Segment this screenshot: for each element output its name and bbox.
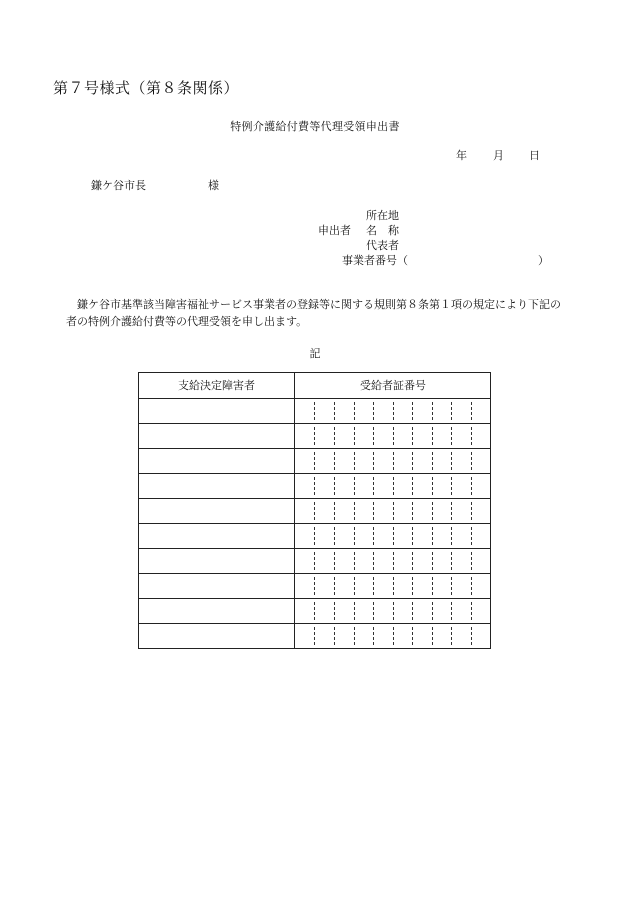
digit-divider [354, 402, 355, 420]
certificate-number-cell[interactable] [295, 599, 490, 623]
digit-divider [373, 552, 374, 570]
digit-divider [334, 477, 335, 495]
digit-divider [471, 452, 472, 470]
digit-divider [393, 477, 394, 495]
digit-divider [412, 477, 413, 495]
digit-divider [432, 402, 433, 420]
digit-divider [451, 477, 452, 495]
digit-divider [393, 502, 394, 520]
recipient-cell[interactable] [139, 599, 295, 623]
digit-divider [471, 427, 472, 445]
recipient-table [138, 372, 491, 649]
digit-divider [334, 402, 335, 420]
certificate-number-cell[interactable] [295, 524, 490, 548]
addressee-honorific: 様 [208, 179, 219, 192]
digit-divider [393, 552, 394, 570]
table-row [139, 498, 490, 523]
digit-divider [354, 477, 355, 495]
digit-divider [393, 627, 394, 645]
certificate-number-cell[interactable] [295, 549, 490, 573]
digit-divider [471, 627, 472, 645]
digit-divider [412, 427, 413, 445]
digit-divider [373, 452, 374, 470]
date-year-label: 年 [456, 149, 467, 162]
digit-divider [314, 552, 315, 570]
digit-divider [393, 527, 394, 545]
digit-divider [334, 527, 335, 545]
recipient-cell[interactable] [139, 449, 295, 473]
table-row [139, 548, 490, 573]
digit-divider [451, 452, 452, 470]
certificate-number-cell[interactable] [295, 474, 490, 498]
digit-divider [373, 502, 374, 520]
applicant-label: 申出者 [318, 224, 351, 237]
digit-divider [314, 527, 315, 545]
certificate-number-cell[interactable] [295, 624, 490, 648]
digit-divider [451, 427, 452, 445]
digit-divider [471, 577, 472, 595]
table-row [139, 398, 490, 423]
ki-label: 記 [309, 347, 321, 360]
digit-divider [354, 577, 355, 595]
digit-divider [412, 552, 413, 570]
digit-divider [432, 552, 433, 570]
digit-divider [354, 452, 355, 470]
digit-divider [471, 527, 472, 545]
recipient-cell[interactable] [139, 624, 295, 648]
digit-divider [412, 452, 413, 470]
digit-divider [334, 552, 335, 570]
digit-divider [432, 602, 433, 620]
recipient-cell[interactable] [139, 474, 295, 498]
name-field-label: 名 称 [366, 224, 399, 237]
digit-divider [393, 602, 394, 620]
digit-divider [393, 577, 394, 595]
digit-divider [314, 577, 315, 595]
digit-divider [471, 502, 472, 520]
digit-divider [451, 602, 452, 620]
header-certificate-number: 受給者証番号 [360, 379, 426, 392]
business-number-close-paren: ） [538, 254, 549, 267]
digit-divider [451, 577, 452, 595]
digit-divider [412, 627, 413, 645]
digit-divider [354, 502, 355, 520]
digit-divider [451, 402, 452, 420]
digit-divider [334, 577, 335, 595]
digit-divider [393, 427, 394, 445]
digit-divider [314, 502, 315, 520]
table-row [139, 423, 490, 448]
table-row [139, 598, 490, 623]
recipient-cell[interactable] [139, 399, 295, 423]
table-row [139, 473, 490, 498]
document-title: 特例介護給付費等代理受領申出書 [230, 120, 400, 133]
digit-divider [314, 402, 315, 420]
recipient-cell[interactable] [139, 424, 295, 448]
digit-divider [354, 552, 355, 570]
digit-divider [334, 427, 335, 445]
recipient-cell[interactable] [139, 549, 295, 573]
date-day-label: 日 [529, 149, 540, 162]
table-row [139, 523, 490, 548]
representative-field-label: 代表者 [366, 239, 399, 252]
address-field-label: 所在地 [366, 209, 399, 222]
digit-divider [334, 452, 335, 470]
recipient-cell[interactable] [139, 574, 295, 598]
body-paragraph: 鎌ケ谷市基準該当障害福祉サービス事業者の登録等に関する規則第８条第１項の規定により下記の者の特例介護給付費等の代理受領を申し出ます。 [66, 298, 561, 328]
digit-divider [373, 477, 374, 495]
digit-divider [314, 602, 315, 620]
form-number: 第７号様式（第８条関係） [53, 79, 240, 97]
digit-divider [373, 577, 374, 595]
certificate-number-cell[interactable] [295, 499, 490, 523]
digit-divider [432, 577, 433, 595]
digit-divider [471, 402, 472, 420]
digit-divider [432, 427, 433, 445]
digit-divider [373, 402, 374, 420]
digit-divider [412, 577, 413, 595]
addressee-name: 鎌ケ谷市長 [91, 179, 146, 192]
digit-divider [432, 502, 433, 520]
digit-divider [354, 602, 355, 620]
certificate-number-cell[interactable] [295, 574, 490, 598]
digit-divider [393, 402, 394, 420]
digit-divider [373, 427, 374, 445]
certificate-number-cell[interactable] [295, 424, 490, 448]
digit-divider [432, 477, 433, 495]
digit-divider [432, 527, 433, 545]
certificate-number-cell[interactable] [295, 399, 490, 423]
digit-divider [314, 427, 315, 445]
digit-divider [334, 602, 335, 620]
table-row [139, 573, 490, 598]
digit-divider [471, 602, 472, 620]
digit-divider [373, 527, 374, 545]
certificate-number-cell[interactable] [295, 449, 490, 473]
digit-divider [451, 552, 452, 570]
digit-divider [314, 627, 315, 645]
table-row [139, 448, 490, 473]
digit-divider [314, 452, 315, 470]
digit-divider [334, 627, 335, 645]
digit-divider [412, 527, 413, 545]
digit-divider [412, 502, 413, 520]
date-month-label: 月 [493, 149, 504, 162]
table-row [139, 623, 490, 648]
digit-divider [471, 552, 472, 570]
digit-divider [451, 527, 452, 545]
header-recipient: 支給決定障害者 [139, 373, 295, 398]
digit-divider [314, 477, 315, 495]
digit-divider [451, 502, 452, 520]
digit-divider [471, 477, 472, 495]
digit-divider [334, 502, 335, 520]
digit-divider [451, 627, 452, 645]
digit-divider [373, 627, 374, 645]
recipient-cell[interactable] [139, 524, 295, 548]
digit-divider [432, 452, 433, 470]
digit-divider [412, 402, 413, 420]
digit-divider [354, 527, 355, 545]
digit-divider [373, 602, 374, 620]
recipient-cell[interactable] [139, 499, 295, 523]
digit-divider [354, 627, 355, 645]
digit-divider [393, 452, 394, 470]
business-number-field-label: 事業者番号（ [342, 254, 408, 267]
digit-divider [412, 602, 413, 620]
digit-divider [432, 627, 433, 645]
digit-divider [354, 427, 355, 445]
